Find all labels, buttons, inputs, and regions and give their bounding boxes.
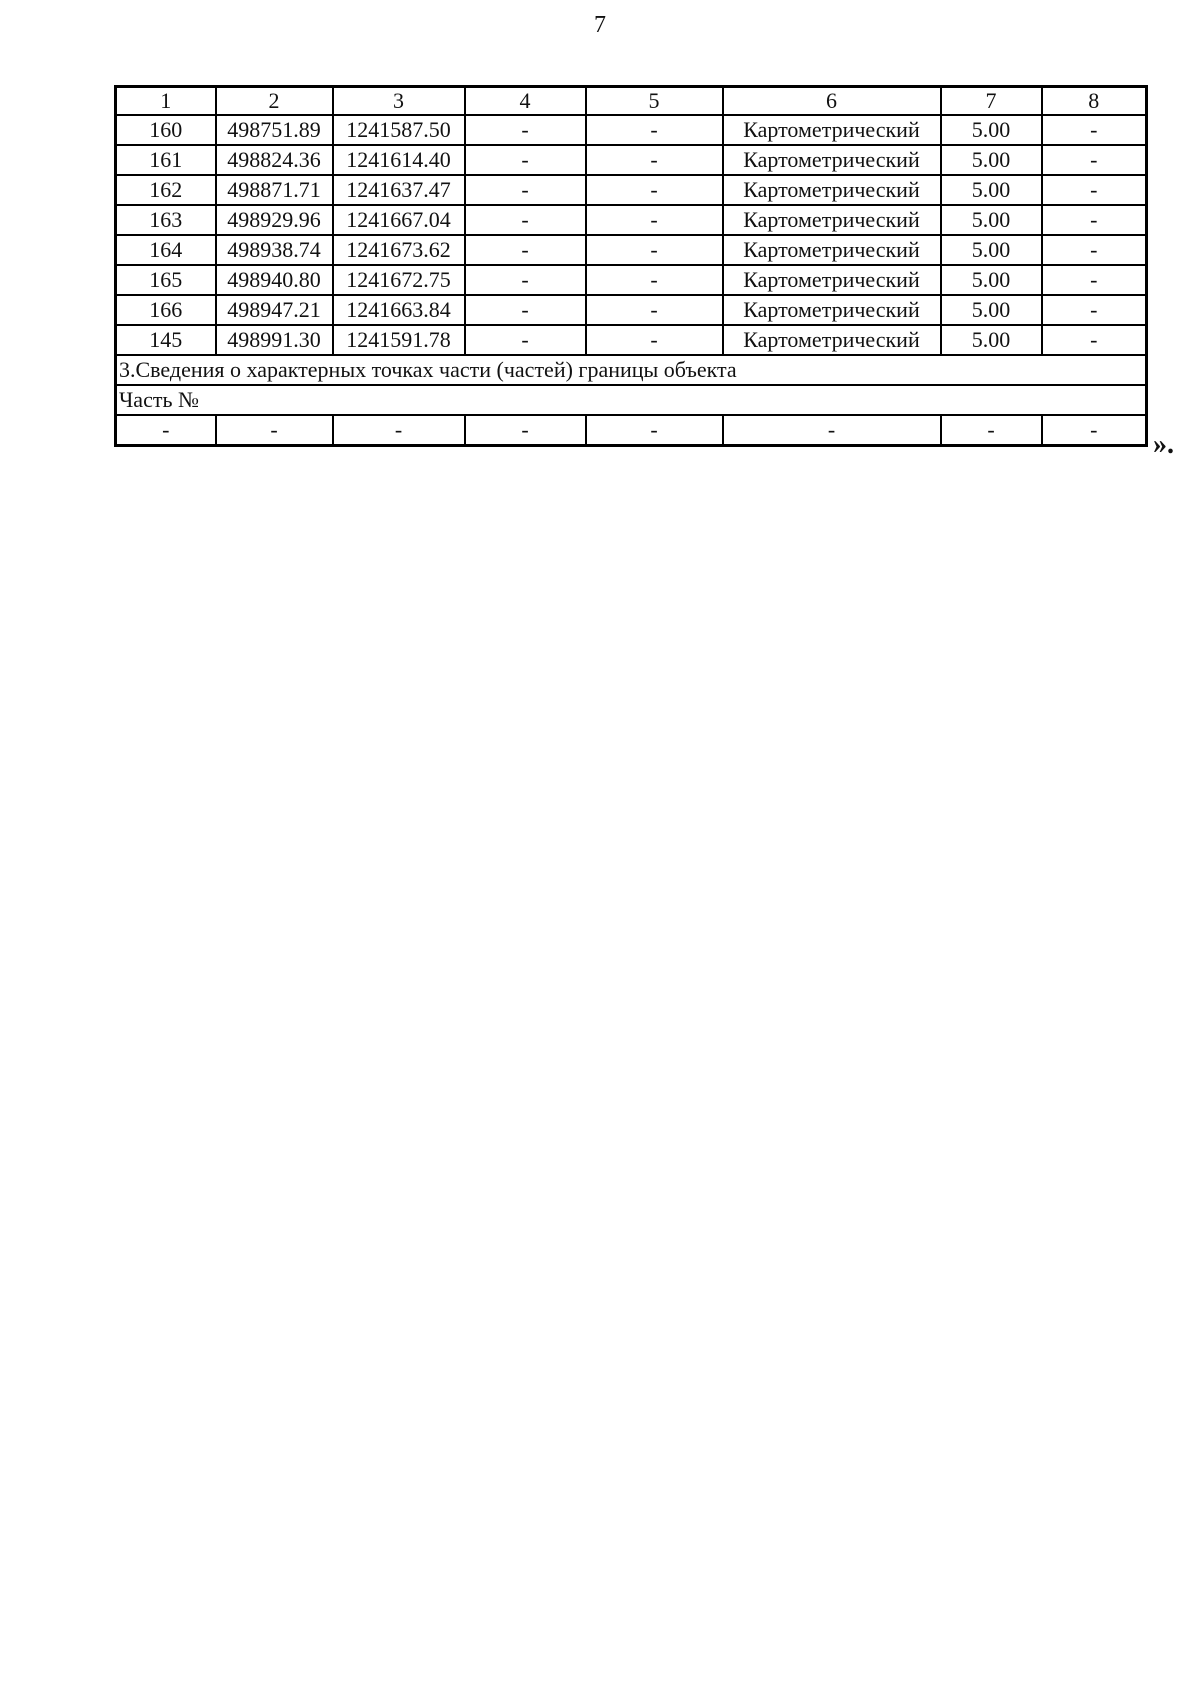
y-coordinate-cell: 1241637.47	[333, 175, 465, 205]
y-coordinate-cell: 1241614.40	[333, 145, 465, 175]
y-coordinate-cell: 1241591.78	[333, 325, 465, 355]
table-cell: -	[586, 115, 723, 145]
table-cell: -	[1042, 415, 1147, 446]
x-coordinate-cell: 498929.96	[216, 205, 333, 235]
point-number-cell: 164	[116, 235, 216, 265]
table-row	[116, 175, 1147, 205]
accuracy-cell: 5.00	[941, 175, 1042, 205]
x-coordinate-cell: 498938.74	[216, 235, 333, 265]
table-cell: -	[333, 415, 465, 446]
table-cell: -	[1042, 265, 1147, 295]
part-label-row	[116, 385, 1147, 415]
table-cell: -	[723, 415, 941, 446]
table-cell: -	[465, 295, 586, 325]
method-cell: Картометрический	[723, 205, 941, 235]
table-row	[116, 145, 1147, 175]
table-cell: -	[1042, 325, 1147, 355]
point-number-cell: 165	[116, 265, 216, 295]
table-cell: -	[116, 415, 216, 446]
table-cell: -	[586, 175, 723, 205]
table-cell: -	[1042, 235, 1147, 265]
table-cell: -	[216, 415, 333, 446]
header-cell: 5	[586, 87, 723, 116]
page-number: 7	[594, 12, 606, 38]
table-cell: -	[465, 205, 586, 235]
y-coordinate-cell: 1241663.84	[333, 295, 465, 325]
table-row	[116, 235, 1147, 265]
method-cell: Картометрический	[723, 115, 941, 145]
table-cell: -	[586, 145, 723, 175]
point-number-cell: 145	[116, 325, 216, 355]
method-cell: Картометрический	[723, 265, 941, 295]
part-label: Часть №	[116, 385, 1147, 415]
closing-quote-mark: ».	[1153, 429, 1174, 460]
table-cell: -	[941, 415, 1042, 446]
table-row	[116, 265, 1147, 295]
accuracy-cell: 5.00	[941, 205, 1042, 235]
table-cell: -	[465, 415, 586, 446]
accuracy-cell: 5.00	[941, 295, 1042, 325]
header-cell: 1	[116, 87, 216, 116]
point-number-cell: 166	[116, 295, 216, 325]
section-title: 3.Сведения о характерных точках части (частей) границы объекта	[116, 355, 1147, 385]
method-cell: Картометрический	[723, 295, 941, 325]
header-cell: 8	[1042, 87, 1147, 116]
table-row	[116, 115, 1147, 145]
y-coordinate-cell: 1241673.62	[333, 235, 465, 265]
accuracy-cell: 5.00	[941, 265, 1042, 295]
table-cell: -	[465, 175, 586, 205]
x-coordinate-cell: 498824.36	[216, 145, 333, 175]
method-cell: Картометрический	[723, 145, 941, 175]
table-cell: -	[586, 295, 723, 325]
table-cell: -	[1042, 295, 1147, 325]
header-cell: 4	[465, 87, 586, 116]
table-cell: -	[586, 235, 723, 265]
table-cell: -	[1042, 115, 1147, 145]
table-cell: -	[1042, 205, 1147, 235]
header-cell: 2	[216, 87, 333, 116]
section-title-row	[116, 355, 1147, 385]
accuracy-cell: 5.00	[941, 325, 1042, 355]
y-coordinate-cell: 1241667.04	[333, 205, 465, 235]
point-number-cell: 160	[116, 115, 216, 145]
table-row	[116, 325, 1147, 355]
accuracy-cell: 5.00	[941, 235, 1042, 265]
table-row	[116, 295, 1147, 325]
x-coordinate-cell: 498871.71	[216, 175, 333, 205]
y-coordinate-cell: 1241672.75	[333, 265, 465, 295]
table-cell: -	[465, 145, 586, 175]
y-coordinate-cell: 1241587.50	[333, 115, 465, 145]
table-cell: -	[586, 325, 723, 355]
accuracy-cell: 5.00	[941, 115, 1042, 145]
method-cell: Картометрический	[723, 235, 941, 265]
coordinates-table	[114, 85, 1148, 447]
header-cell: 6	[723, 87, 941, 116]
method-cell: Картометрический	[723, 175, 941, 205]
table-cell: -	[586, 265, 723, 295]
table-cell: -	[465, 325, 586, 355]
table-cell: -	[465, 235, 586, 265]
header-cell: 3	[333, 87, 465, 116]
x-coordinate-cell: 498751.89	[216, 115, 333, 145]
point-number-cell: 163	[116, 205, 216, 235]
point-number-cell: 162	[116, 175, 216, 205]
table-cell: -	[1042, 175, 1147, 205]
x-coordinate-cell: 498991.30	[216, 325, 333, 355]
accuracy-cell: 5.00	[941, 145, 1042, 175]
table-cell: -	[465, 115, 586, 145]
x-coordinate-cell: 498947.21	[216, 295, 333, 325]
part-data-row	[116, 415, 1147, 446]
point-number-cell: 161	[116, 145, 216, 175]
table-cell: -	[586, 205, 723, 235]
x-coordinate-cell: 498940.80	[216, 265, 333, 295]
method-cell: Картометрический	[723, 325, 941, 355]
table-cell: -	[465, 265, 586, 295]
table-header-row	[116, 87, 1147, 116]
header-cell: 7	[941, 87, 1042, 116]
table-cell: -	[586, 415, 723, 446]
table-row	[116, 205, 1147, 235]
table-cell: -	[1042, 145, 1147, 175]
